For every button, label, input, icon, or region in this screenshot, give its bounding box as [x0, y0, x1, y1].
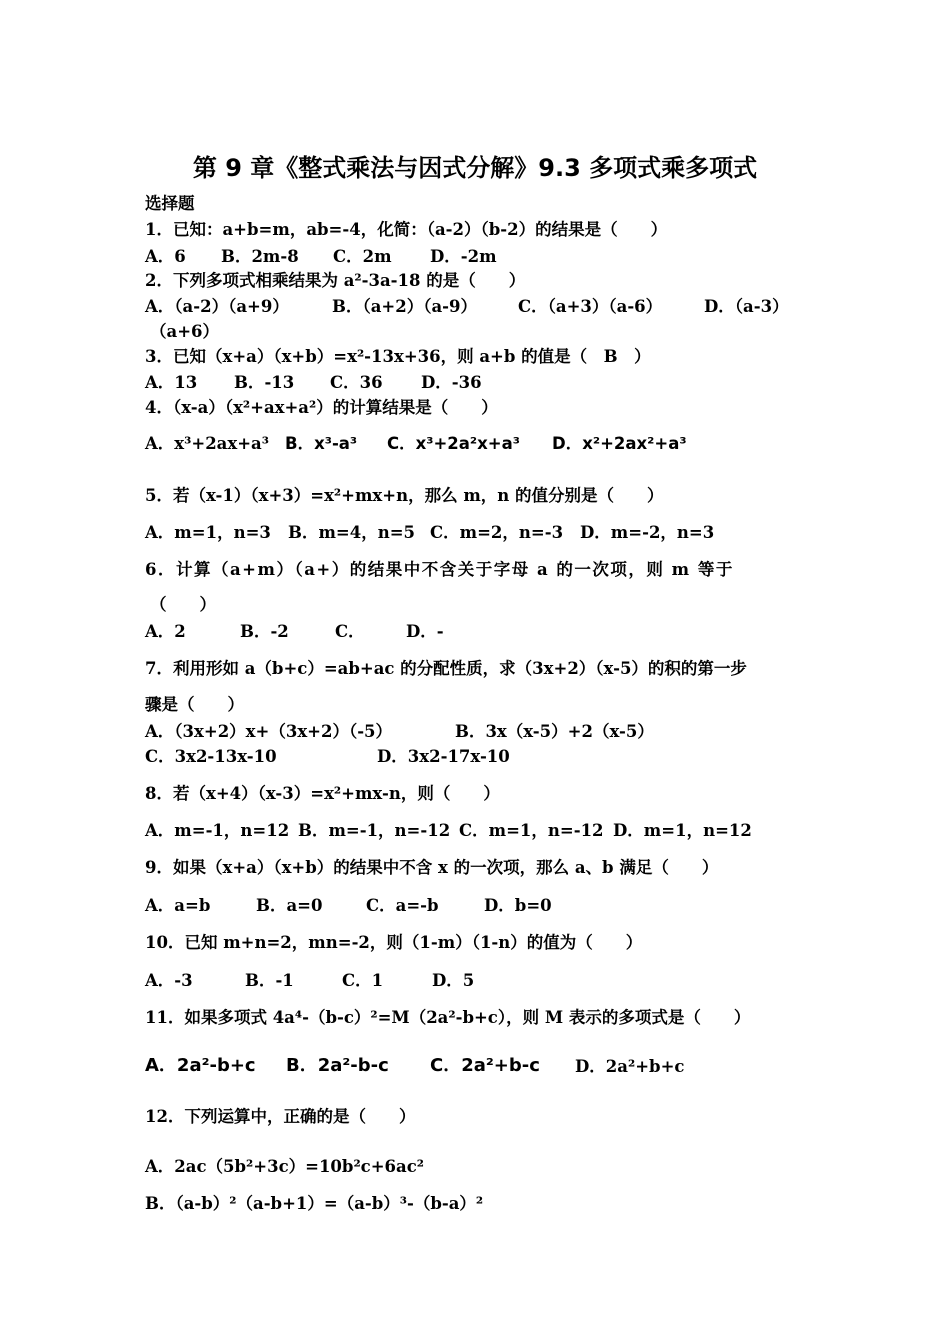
- section-heading: 选择题: [145, 194, 195, 213]
- question-11-option-b: B．2a²-b-c: [286, 1055, 389, 1076]
- question-12-option-b: B．（a-b）²（a-b+1）=（a-b）³-（b-a）²: [145, 1194, 484, 1213]
- question-4-option-d: D．x²+2ax²+a³: [552, 434, 687, 453]
- question-11-option-d: D．2a²+b+c: [575, 1057, 685, 1076]
- question-7-stem-wrap: 骤是（ ）: [145, 695, 244, 714]
- question-5-stem: 5．若（x-1）（x+3）=x²+mx+n，那么 m，n 的值分别是（ ）: [145, 486, 664, 505]
- question-12-option-a: A．2ac（5b²+3c）=10b²c+6ac²: [145, 1157, 424, 1176]
- question-11-option-c: C．2a²+b-c: [430, 1055, 540, 1076]
- question-6-option-c: C．: [335, 622, 365, 641]
- question-8-option-c: C．m=1，n=-12: [459, 821, 604, 840]
- question-1-stem: 1．已知：a+b=m，ab=-4，化简：（a-2）（b-2）的结果是（ ）: [145, 220, 668, 239]
- question-3-option-c: C．36: [330, 373, 383, 392]
- question-9-option-d: D．b=0: [484, 896, 552, 915]
- question-9-option-c: C．a=-b: [366, 896, 439, 915]
- question-8-option-a: A．m=-1，n=12: [145, 821, 290, 840]
- question-10-option-c: C．1: [342, 971, 384, 990]
- question-8-option-d: D．m=1，n=12: [613, 821, 752, 840]
- question-9-option-b: B．a=0: [256, 896, 323, 915]
- question-7-option-c: C．3x2-13x-10: [145, 747, 277, 766]
- question-4-option-b: B．x³-a³: [285, 434, 358, 453]
- question-1-option-d: D．-2m: [430, 247, 497, 266]
- question-11-option-a: A．2a²-b+c: [145, 1055, 256, 1076]
- question-5-option-c: C．m=2，n=-3: [430, 523, 564, 542]
- question-7-option-b: B．3x（x-5）+2（x-5）: [455, 722, 654, 741]
- question-7-option-d: D．3x2-17x-10: [377, 747, 510, 766]
- question-6-option-d: D．-: [406, 622, 444, 641]
- question-11-stem: 11．如果多项式 4a⁴-（b-c）²=M（2a²-b+c），则 M 表示的多项式是（ ）: [145, 1008, 751, 1027]
- question-5-option-a: A．m=1，n=3: [145, 523, 271, 542]
- question-10-stem: 10．已知 m+n=2，mn=-2，则（1-m）（1-n）的值为（ ）: [145, 933, 643, 952]
- page-title: 第 9 章《整式乘法与因式分解》9.3 多项式乘多项式: [192, 154, 758, 182]
- question-4-option-c: C．x³+2a²x+a³: [387, 434, 520, 453]
- question-1-option-a: A．6: [145, 247, 186, 266]
- question-12-stem: 12．下列运算中，正确的是（ ）: [145, 1107, 416, 1126]
- question-7-stem: 7．利用形如 a（b+c）=ab+ac 的分配性质，求（3x+2）（x-5）的积的第一步: [145, 659, 747, 678]
- question-1-option-c: C．2m: [333, 247, 392, 266]
- question-9-option-a: A．a=b: [145, 896, 211, 915]
- question-10-option-b: B．-1: [245, 971, 294, 990]
- question-6-option-b: B．-2: [240, 622, 289, 641]
- question-2-option-d-wrap: （a+6）: [150, 322, 219, 341]
- question-8-stem: 8．若（x+4）（x-3）=x²+mx-n，则（ ）: [145, 784, 500, 803]
- question-5-option-b: B．m=4，n=5: [288, 523, 416, 542]
- question-3-option-a: A．13: [145, 373, 198, 392]
- question-6-stem: 6．计算（a+m）（a+）的结果中不含关于字母 a 的一次项，则 m 等于: [145, 560, 734, 579]
- question-2-option-a: A．（a-2）（a+9）: [145, 297, 289, 316]
- question-2-option-d: D．（a-3）: [704, 297, 789, 316]
- question-1-option-b: B．2m-8: [221, 247, 299, 266]
- question-6-stem-wrap: （ ）: [150, 595, 216, 614]
- question-7-option-a: A．（3x+2）x+（3x+2）（-5）: [145, 722, 393, 741]
- question-3-option-b: B．-13: [234, 373, 295, 392]
- question-2-stem: 2．下列多项式相乘结果为 a²-3a-18 的是（ ）: [145, 271, 526, 290]
- question-5-option-d: D．m=-2，n=3: [580, 523, 715, 542]
- question-10-option-a: A．-3: [145, 971, 193, 990]
- question-4-stem: 4．（x-a）（x²+ax+a²）的计算结果是（ ）: [145, 398, 498, 417]
- question-2-option-c: C．（a+3）（a-6）: [518, 297, 663, 316]
- question-10-option-d: D．5: [432, 971, 475, 990]
- question-6-option-a: A．2: [145, 622, 186, 641]
- question-4-option-a: A．x³+2ax+a³: [145, 434, 269, 453]
- question-3-option-d: D．-36: [421, 373, 482, 392]
- question-2-option-b: B．（a+2）（a-9）: [332, 297, 477, 316]
- question-9-stem: 9．如果（x+a）（x+b）的结果中不含 x 的一次项，那么 a、b 满足（ ）: [145, 858, 719, 877]
- question-8-option-b: B．m=-1，n=-12: [298, 821, 451, 840]
- question-3-stem: 3．已知（x+a）（x+b）=x²-13x+36，则 a+b 的值是（ B ）: [145, 347, 651, 366]
